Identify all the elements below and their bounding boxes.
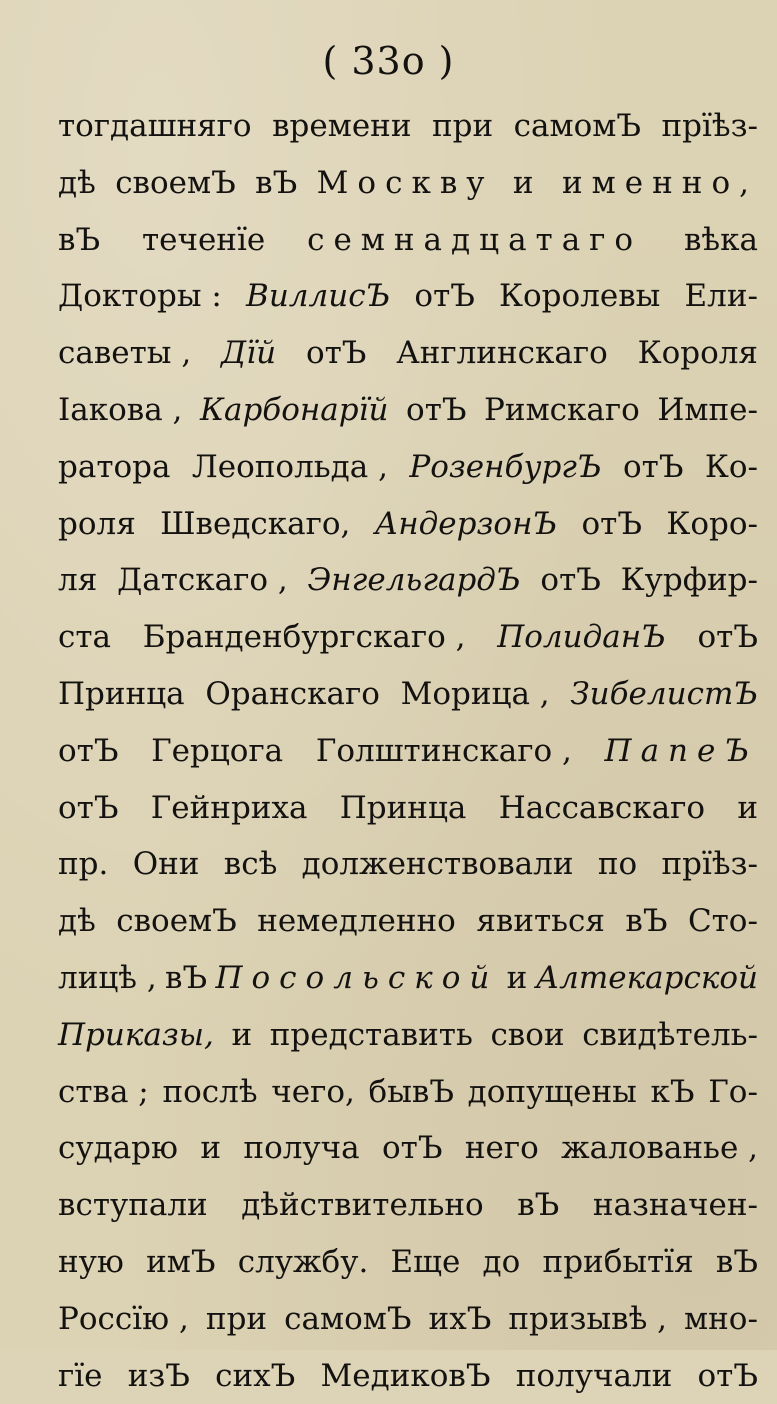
word: отЪ	[58, 732, 119, 769]
word: отЪ	[382, 1130, 443, 1167]
word: Герцога	[151, 732, 284, 769]
word: Голштинскаго ,	[315, 732, 572, 769]
text-line	[58, 1234, 758, 1291]
word: послѣ	[162, 1073, 258, 1110]
word: самомЪ	[284, 1300, 412, 1337]
word: Сто-	[687, 903, 758, 940]
word: дѣ	[58, 903, 96, 940]
word: и	[506, 959, 528, 996]
word: пр.	[58, 846, 109, 883]
word: отЪ	[697, 619, 758, 656]
word: отЪ	[581, 505, 642, 542]
word: ста	[58, 619, 111, 656]
word: получа	[243, 1130, 360, 1167]
word: него	[464, 1130, 539, 1167]
italic-name: АндерзонЪ	[374, 505, 558, 542]
word: чего,	[271, 1073, 355, 1110]
word: и	[231, 1016, 253, 1053]
word: жалованье ,	[561, 1130, 758, 1167]
word: Нассавскаго	[498, 789, 705, 826]
word: назначен-	[592, 1187, 758, 1224]
text-line	[58, 1291, 758, 1348]
text-line	[58, 1120, 758, 1177]
text-line	[58, 723, 758, 780]
word: вЪ	[517, 1187, 560, 1224]
italic-name: Алтекарской	[535, 959, 758, 996]
word: времени	[272, 108, 412, 144]
word: отЪ	[305, 335, 367, 372]
word: ства ;	[58, 1073, 149, 1110]
italic-name: ЗибелистЪ	[570, 675, 758, 712]
word: изЪ	[127, 1357, 190, 1394]
word: Курфир-	[620, 562, 758, 599]
word: отЪ	[58, 789, 119, 826]
word: саветы ,	[58, 335, 192, 372]
word: Россїю ,	[58, 1300, 189, 1337]
word: Датскаго ,	[117, 562, 288, 599]
word: Оранскаго	[205, 675, 380, 712]
word: Коро-	[666, 505, 758, 542]
word: МедиковЪ	[320, 1357, 491, 1394]
word: Го-	[708, 1073, 758, 1110]
text-line	[58, 609, 758, 666]
text-line	[58, 836, 758, 893]
word: самомЪ	[513, 108, 642, 144]
word: по	[597, 846, 638, 883]
word: Ели-	[684, 278, 758, 315]
word: своемЪ	[116, 903, 237, 940]
italic-name: РозенбургЪ	[409, 448, 602, 485]
word: отЪ	[540, 562, 601, 599]
word: Римскаго	[484, 391, 640, 428]
text-line	[58, 552, 758, 609]
word: сударю	[58, 1130, 179, 1167]
word: вЪ	[715, 1243, 758, 1280]
page-number: ( 33о )	[322, 39, 455, 83]
word: Королевы	[499, 278, 661, 315]
word: Импе-	[657, 391, 758, 428]
word: представить	[269, 1016, 473, 1053]
text-line	[58, 780, 758, 837]
text-line	[58, 1007, 758, 1064]
word: всѣ	[223, 846, 278, 883]
italic-name: ПапеЪ	[604, 732, 758, 769]
word: отЪ	[697, 1357, 758, 1394]
word: вЪ	[58, 221, 101, 258]
word: службу.	[237, 1243, 369, 1280]
word: при	[431, 108, 494, 144]
word: вступали	[58, 1187, 208, 1224]
word-spaced: семнадцатаго	[307, 221, 643, 258]
text-line	[58, 893, 758, 950]
word: лицѣ ,	[58, 959, 157, 996]
text-line	[58, 98, 758, 155]
word: ля	[58, 562, 98, 599]
text-line	[58, 1064, 758, 1121]
word: вЪ	[625, 903, 668, 940]
word: прибытїя	[542, 1243, 694, 1280]
word: мно-	[684, 1300, 758, 1337]
italic-name: ЭнгельгардЪ	[307, 562, 521, 599]
text-line	[58, 1177, 758, 1234]
word-spaced: и	[512, 164, 543, 201]
text-line	[58, 666, 758, 723]
word: теченїе	[141, 221, 266, 258]
text-line	[58, 212, 758, 269]
word: вЪ	[165, 959, 208, 996]
word: немедленно	[257, 903, 456, 940]
word: вѣка	[683, 221, 758, 258]
word: тогдашняго	[58, 108, 252, 144]
word: допущены	[467, 1073, 637, 1110]
word: сихЪ	[215, 1357, 296, 1394]
italic-name: Карбонарїй	[199, 391, 389, 428]
word: Докторы :	[58, 278, 222, 315]
word: Шведскаго,	[160, 505, 351, 542]
word: Принца	[339, 789, 467, 826]
word: кЪ	[650, 1073, 695, 1110]
word: своемЪ	[115, 164, 236, 201]
italic-name: Дїй	[221, 335, 277, 372]
word: Бранденбургскаго ,	[142, 619, 466, 656]
word: отЪ	[406, 391, 467, 428]
text-line	[58, 325, 758, 382]
italic-name: Приказы,	[58, 1016, 214, 1053]
word: явиться	[476, 903, 605, 940]
word: отЪ	[414, 278, 475, 315]
word: Iакова ,	[58, 391, 183, 428]
word: имЪ	[146, 1243, 216, 1280]
word: до	[482, 1243, 521, 1280]
word: призывѣ ,	[508, 1300, 667, 1337]
word: дѣйствительно	[241, 1187, 484, 1224]
word-spaced: Москву	[316, 164, 494, 201]
text-line	[58, 155, 758, 212]
text-line	[58, 382, 758, 439]
text-line	[58, 268, 758, 325]
word: Гейнриха	[150, 789, 308, 826]
word: дѣ	[58, 164, 96, 201]
text-line	[58, 496, 758, 553]
word: Леопольда ,	[191, 448, 388, 485]
word: гїе	[58, 1357, 103, 1394]
word: вЪ	[255, 164, 298, 201]
word: и	[737, 789, 758, 826]
word: при	[205, 1300, 268, 1337]
word: свои	[490, 1016, 565, 1053]
word: Они	[132, 846, 200, 883]
word: Ко-	[704, 448, 758, 485]
body-text	[58, 98, 758, 1404]
text-line	[58, 1348, 758, 1404]
italic-name: ВиллисЪ	[246, 278, 391, 315]
word: свидѣтель-	[582, 1016, 758, 1053]
word: Короля	[637, 335, 758, 372]
word: прїѣз-	[661, 108, 758, 144]
word: ратора	[58, 448, 171, 485]
word: бывЪ	[368, 1073, 454, 1110]
word: долженствовали	[301, 846, 574, 883]
word: получали	[515, 1357, 673, 1394]
word: ихЪ	[428, 1300, 492, 1337]
text-line	[58, 950, 758, 1007]
italic-name: Посольской	[215, 959, 499, 996]
word: роля	[58, 505, 136, 542]
word: Принца	[58, 675, 185, 712]
word: прїѣз-	[661, 846, 758, 883]
word: Англинскаго	[396, 335, 608, 372]
word: и	[200, 1130, 222, 1167]
word: отЪ	[623, 448, 684, 485]
text-line	[58, 439, 758, 496]
word: ную	[58, 1243, 124, 1280]
word: Еще	[390, 1243, 461, 1280]
word: Морица ,	[400, 675, 550, 712]
italic-name: ПолиданЪ	[497, 619, 666, 656]
word-spaced: именно,	[562, 164, 758, 201]
